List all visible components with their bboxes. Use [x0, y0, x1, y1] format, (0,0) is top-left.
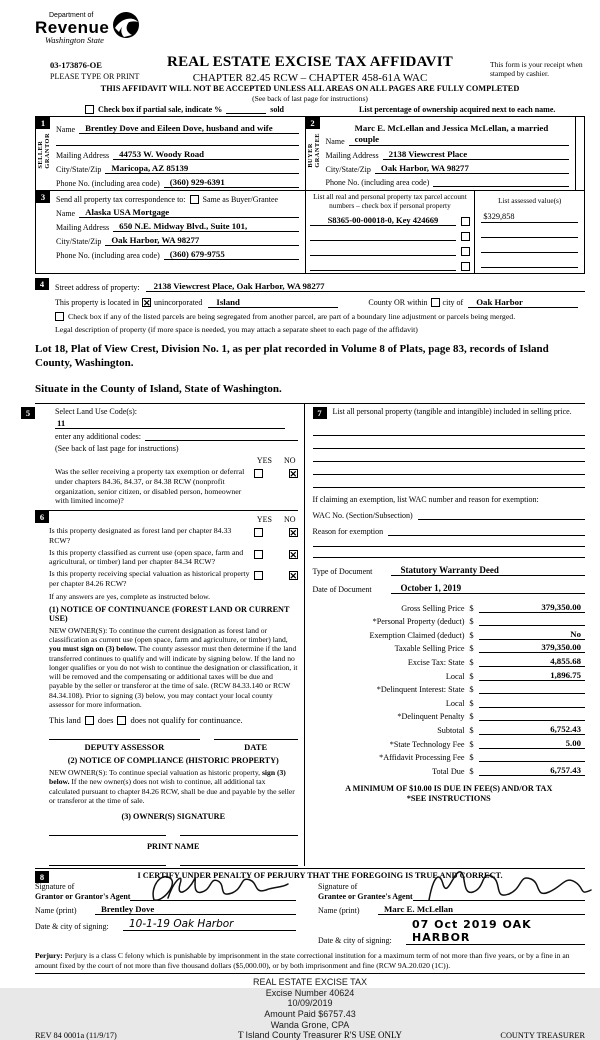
buyer-box — [305, 117, 584, 190]
section-7-badge: 7 — [313, 407, 327, 419]
dor-swirl-icon — [111, 10, 141, 42]
seller-box — [36, 117, 305, 190]
owner-signature-line-1[interactable] — [49, 835, 166, 836]
historical-no-checkbox[interactable]: ✕ — [289, 571, 298, 582]
grantee-signature-field[interactable] — [413, 883, 585, 901]
city-field[interactable]: Oak Harbor — [468, 297, 578, 308]
situate-text: Situate in the County of Island, State of Washington. — [35, 383, 282, 396]
does-label: does — [97, 715, 114, 726]
fee-row-delinq-interest-local: Local $ — [313, 694, 586, 708]
parcel-4-personal-checkbox[interactable] — [461, 262, 470, 271]
grantee-date-city-field[interactable]: 07 Oct 2019 OAK HARBOR — [406, 918, 585, 945]
forest-yes-checkbox[interactable] — [254, 528, 263, 537]
fee-row-total-due: Total Due $ 6,757.43 — [313, 762, 586, 776]
land-use-column — [25, 404, 305, 866]
section-6-badge: 6 — [35, 511, 49, 523]
page-subtitle: CHAPTER 82.45 RCW – CHAPTER 458-61A WAC — [192, 72, 428, 84]
grantor-name-field[interactable]: Brentley Dove — [95, 904, 296, 915]
page-title: REAL ESTATE EXCISE TAX AFFIDAVIT — [167, 54, 453, 70]
fee-table — [313, 599, 586, 776]
historical-yes-checkbox[interactable] — [254, 571, 263, 580]
treasurer-use-only-line: T Island County Treasurer R'S USE ONLY — [237, 1030, 403, 1040]
see-back-note: (See back of last page for instructions) — [252, 94, 368, 103]
parcel-numbers-column — [305, 191, 475, 273]
county-or-label: County OR within — [368, 297, 428, 307]
partial-sale-checkbox[interactable] — [85, 105, 94, 114]
segregated-checkbox[interactable] — [55, 312, 64, 321]
grantor-signature-icon — [140, 870, 290, 906]
reason-field[interactable] — [388, 526, 585, 536]
assessed-values-column — [474, 191, 584, 273]
personal-property-line-5[interactable] — [313, 475, 586, 488]
fee-row-delinq-penalty: *Delinquent Penalty $ — [313, 708, 586, 722]
land-use-code-field[interactable]: 11 — [55, 418, 285, 429]
logo-dept-text: Department of — [49, 12, 94, 19]
city-of-label: city of — [442, 297, 464, 307]
print-name-label: PRINT NAME — [147, 842, 200, 852]
sec5-see-back: (See back of last page for instructions) — [55, 444, 179, 454]
parcel-4-field[interactable] — [310, 270, 457, 271]
tax-correspondence-box — [36, 191, 305, 273]
seller-csz-label: City/State/Zip — [56, 165, 102, 174]
parcel-2-field[interactable] — [310, 240, 457, 241]
corr-name-field[interactable]: Alaska USA Mortgage — [79, 207, 298, 218]
personal-property-title: List all personal property (tangible and intangible) included in selling price. — [332, 407, 572, 417]
personal-property-line-1[interactable] — [313, 423, 586, 436]
fee-row-subtotal: Subtotal $ 6,752.43 — [313, 721, 586, 735]
send-correspondence-label: Send all property tax correspondence to: — [56, 195, 186, 204]
sec6-yes-header: YES — [256, 515, 272, 525]
treasurer-stamp — [35, 977, 585, 1030]
form-footer — [35, 1030, 585, 1040]
if-yes-note: If any answers are yes, complete as instructed below. — [49, 591, 211, 601]
seller-phone-label: Phone No. (including area code) — [56, 179, 160, 188]
buyer-name-label: Name — [325, 136, 345, 146]
parcel-1-field[interactable]: S8365-00-00018-0, Key 424669 — [310, 215, 457, 226]
exemption-question: Was the seller receiving a property tax exemption or deferral under chapters 84.36, 84.37, or 84.38 RCW (nonprofit organization, senior citizen, or disabled person, homeowner with limited income)? — [55, 467, 245, 506]
grantee-signature-block — [310, 882, 585, 945]
rev-number: REV 84 0001a (11/9/17) — [35, 1031, 117, 1040]
sold-label: sold — [270, 105, 285, 114]
parcel-2-personal-checkbox[interactable] — [461, 232, 470, 241]
type-or-print-label: PLEASE TYPE OR PRINT — [50, 72, 140, 81]
fee-delinq-penalty-field[interactable] — [479, 720, 586, 721]
type-of-document-field[interactable]: Statutory Warranty Deed — [391, 565, 586, 576]
assessed-4-field[interactable] — [481, 257, 578, 268]
notice2-text: NEW OWNER(S): To continue special valuation as historic property, sign (3) below. If the new owner(s) does not wish to continue, all additional tax calculated pursuant to chapter 84.26 RCW, shall be due and payable by the seller or transferor at the time of sale. — [49, 768, 295, 805]
grantee-sig-of-label: Signature of — [318, 882, 358, 892]
unincorporated-checkbox[interactable]: ✕ — [142, 297, 151, 308]
forest-land-question: Is this property designated as forest land per chapter 84.33 RCW? — [49, 526, 232, 545]
this-land-label: This land — [49, 715, 81, 726]
street-address-label: Street address of property: — [55, 282, 140, 292]
print-name-line-2[interactable] — [180, 865, 297, 866]
land-use-section — [25, 404, 298, 511]
seller-name-extra-line[interactable] — [56, 137, 299, 146]
parties-box — [35, 116, 585, 274]
fee-delinq-interest-local-field[interactable] — [479, 707, 586, 708]
assessed-2-field[interactable] — [481, 227, 578, 238]
buyer-csz-label: City/State/Zip — [325, 164, 371, 174]
personal-property-section — [313, 404, 586, 417]
print-name-line-1[interactable] — [49, 865, 166, 866]
property-location-section — [35, 274, 585, 336]
date-of-document-label: Date of Document — [312, 585, 372, 595]
exemption-no-checkbox[interactable]: ✕ — [289, 469, 298, 480]
grantor-signature-field[interactable] — [130, 883, 296, 901]
notice1-text: NEW OWNER(S): To continue the current designation as forest land or classification as current use (open space, farm and agriculture, or timber) land, you must sign on (3) below. The county assessor must then determine if the land transferred continues to qualify and will indicate by signing below. If the land no longer qualifies or you do not wish to continue the designation or classification, it will be removed and the compensating or additional taxes will be due and payable by the seller or transferor at the time of sale. (RCW 84.33.140 or RCW 84.34.108). Prior to signing (3) below, you may contact your local county assessor for more information. — [49, 625, 298, 709]
deputy-date-line[interactable] — [214, 739, 298, 740]
sec5-no-header: NO — [283, 456, 296, 466]
corr-addr-field[interactable]: 650 N.E. Midway Blvd., Suite 101, — [113, 221, 298, 232]
fee-subtotal-field[interactable]: 6,752.43 — [479, 724, 586, 735]
fee-row-personal: *Personal Property (deduct) $ — [313, 613, 586, 627]
land-use-title: Select Land Use Code(s): — [55, 407, 137, 417]
logo-state-text: Washington State — [45, 35, 104, 45]
corr-csz-field[interactable]: Oak Harbor, WA 98277 — [105, 235, 298, 246]
corr-name-label: Name — [56, 209, 76, 218]
personal-property-line-3[interactable] — [313, 449, 586, 462]
grantor-date-city-label: Date & city of signing: — [35, 922, 109, 932]
logo-revenue-text: Revenue — [35, 18, 110, 37]
notice1-title: (1) NOTICE OF CONTINUANCE (FOREST LAND OR CURRENT USE) — [49, 604, 290, 623]
additional-codes-field[interactable] — [145, 432, 298, 441]
street-address-field[interactable]: 2138 Viewcrest Place, Oak Harbor, WA 98277 — [146, 281, 585, 292]
designation-section — [39, 511, 298, 866]
segregated-label: Check box if any of the listed parcels are being segregated from another parcel, are part of a boundary line adjustment or parcels being merged. — [68, 311, 516, 321]
stamp-line-5: Wanda Grone, CPA — [270, 1019, 350, 1030]
seller-addr-field[interactable]: 44753 W. Woody Road — [113, 149, 298, 160]
does-not-label: does not qualify for continuance. — [130, 715, 243, 726]
certification-section — [35, 868, 585, 947]
minimum-due-note: A MINIMUM OF $10.00 IS DUE IN FEE(S) AND/OR TAX *SEE INSTRUCTIONS — [345, 783, 553, 804]
legal-description-text: Lot 18, Plat of View Crest, Division No. 1, as per plat recorded in Volume 8 of Plats, page 83, records of Island County, Washington. — [35, 342, 549, 370]
personal-property-line-4[interactable] — [313, 462, 586, 475]
ownership-percent-column — [575, 117, 584, 190]
corr-phone-field[interactable]: (360) 679-9755 — [164, 249, 299, 260]
section-5-badge: 5 — [21, 407, 35, 419]
stamp-line-3: 10/09/2019 — [287, 998, 333, 1009]
section-1-badge: 1 — [36, 117, 50, 129]
sec6-no-header: NO — [283, 515, 296, 525]
buyer-name-field[interactable]: Marc E. McLellan and Jessica McLellan, a married couple — [349, 123, 569, 146]
legal-description — [35, 342, 585, 396]
receipt-note: This form is your receipt when stamped by cashier. — [490, 60, 583, 79]
grantee-agent-label: Grantee or Grantee's Agent — [318, 891, 413, 901]
partial-sale-percent-field[interactable] — [226, 105, 266, 114]
grantor-agent-label: Grantor or Grantor's Agent — [35, 891, 131, 901]
grantor-sig-of-label: Signature of — [35, 882, 75, 892]
fee-processing-fee-field[interactable] — [479, 761, 586, 762]
fee-tech-fee-field[interactable]: 5.00 — [479, 738, 586, 749]
fee-excise-local-field[interactable]: 1,896.75 — [479, 670, 586, 681]
fee-row-taxable: Taxable Selling Price $ 379,350.00 — [313, 640, 586, 654]
exemption-yes-checkbox[interactable] — [254, 469, 263, 478]
form-header — [35, 8, 585, 116]
fee-taxable-field[interactable]: 379,350.00 — [479, 642, 586, 653]
parcel-3-personal-checkbox[interactable] — [461, 247, 470, 256]
grantor-signature-block — [35, 882, 310, 945]
grantor-name-print-label: Name (print) — [35, 906, 77, 916]
fee-total-due-field[interactable]: 6,757.43 — [479, 765, 586, 776]
reason-line-2[interactable] — [313, 536, 586, 547]
stamp-line-2: Excise Number 40624 — [265, 987, 355, 998]
partial-sale-label: Check box if partial sale, indicate % — [98, 105, 223, 114]
parcel-1-personal-checkbox[interactable] — [461, 217, 470, 226]
buyer-addr-label: Mailing Address — [325, 150, 379, 160]
owner-signature-line-2[interactable] — [180, 835, 297, 836]
located-in-label: This property is located in — [55, 297, 139, 307]
reason-line-3[interactable] — [313, 547, 586, 558]
deputy-assessor-signature-line[interactable] — [49, 739, 200, 740]
seller-phone-field[interactable]: (360) 929-6391 — [164, 177, 299, 188]
seller-grantor-vertical-label: SELLER GRANTOR — [37, 133, 51, 169]
buyer-csz-field[interactable]: Oak Harbor, WA 98277 — [375, 163, 569, 174]
owners-signature-label: (3) OWNER(S) SIGNATURE — [121, 812, 226, 822]
stamp-line-4: Amount Paid $6757.43 — [264, 1009, 356, 1020]
city-checkbox[interactable] — [431, 298, 440, 307]
fee-row-excise-state: Excise Tax: State $ 4,855.68 — [313, 653, 586, 667]
perjury-note: Perjury: Perjury is a class C felony which is punishable by imprisonment in the state correctional institution for a maximum term of not more than five years, or by a fine in an amount fixed by the court of not more than five thousand dollars ($5,000.00), or by both imprisonment and fine (RCW 9A.20.020 (1C)). — [35, 951, 585, 974]
grantor-date-city-field[interactable]: 10-1-19 Oak Harbor — [123, 918, 296, 931]
wac-label: WAC No. (Section/Subsection) — [312, 511, 413, 521]
unincorporated-label: unincorporated — [153, 297, 203, 307]
reason-label: Reason for exemption — [312, 527, 384, 537]
forest-no-checkbox[interactable]: ✕ — [289, 528, 298, 539]
buyer-phone-field[interactable] — [433, 177, 569, 187]
buyer-addr-field[interactable]: 2138 Viewcrest Place — [383, 149, 569, 160]
assessed-3-field[interactable] — [481, 242, 578, 253]
grantee-name-field[interactable]: Marc E. McLellan — [378, 904, 585, 915]
does-not-qualify-checkbox[interactable] — [117, 716, 126, 725]
fee-gross-field[interactable]: 379,350.00 — [479, 602, 586, 613]
sec5-yes-header: YES — [256, 456, 272, 466]
current-use-yes-checkbox[interactable] — [254, 550, 263, 559]
fee-row-excise-local: Local $ 1,896.75 — [313, 667, 586, 681]
date-of-document-field[interactable]: October 1, 2019 — [391, 583, 586, 594]
certify-statement: I CERTIFY UNDER PENALTY OF PERJURY THAT THE FOREGOING IS TRUE AND CORRECT. — [137, 871, 503, 881]
assessed-1-field[interactable]: $329,858 — [481, 212, 578, 223]
corr-phone-label: Phone No. (including area code) — [56, 251, 160, 260]
additional-codes-label: enter any additional codes: — [55, 432, 141, 442]
seller-name-field[interactable]: Brentley Dove and Eileen Dove, husband and wife — [79, 123, 298, 134]
parcel-3-field[interactable] — [310, 255, 457, 256]
seller-csz-field[interactable]: Maricopa, AZ 85139 — [105, 163, 298, 174]
fee-exemption-field[interactable]: No — [479, 629, 586, 640]
fee-delinq-interest-state-field[interactable] — [479, 693, 586, 694]
dor-logo — [35, 8, 585, 45]
seller-addr-label: Mailing Address — [56, 151, 110, 160]
personal-property-line-2[interactable] — [313, 436, 586, 449]
current-use-question: Is this property classified as current use (open space, farm and agricultural, or timber) land per chapter 84.34 RCW? — [49, 547, 244, 567]
section-4-badge: 4 — [35, 278, 49, 290]
deputy-date-label: DATE — [244, 742, 268, 753]
wac-field[interactable] — [418, 510, 585, 520]
fee-row-exemption: Exemption Claimed (deduct) $ No — [313, 626, 586, 640]
corr-addr-label: Mailing Address — [56, 223, 110, 232]
corr-csz-label: City/State/Zip — [56, 237, 102, 246]
current-use-no-checkbox[interactable]: ✕ — [289, 549, 298, 560]
assessed-header: List assessed value(s) — [498, 196, 562, 205]
historical-question: Is this property receiving special valuation as historical property per chapter 84.26 RCW? — [49, 569, 250, 588]
ownership-note: List percentage of ownership acquired next to each name. — [359, 105, 556, 114]
personal-property-column — [305, 404, 586, 866]
same-as-buyer-checkbox[interactable] — [190, 195, 199, 204]
county-field[interactable]: Island — [208, 297, 338, 308]
section-2-badge: 2 — [306, 117, 320, 129]
does-qualify-checkbox[interactable] — [85, 716, 94, 725]
form-code: 03-173876-OE — [50, 60, 102, 70]
section-3-badge: 3 — [36, 191, 50, 203]
parcel-header: List all real and personal property tax parcel account numbers – check box if personal property — [313, 192, 467, 210]
fee-row-delinq-interest-state: *Delinquent Interest: State $ — [313, 681, 586, 695]
stamp-line-1: REAL ESTATE EXCISE TAX — [252, 977, 368, 988]
warning-line: THIS AFFIDAVIT WILL NOT BE ACCEPTED UNLESS ALL AREAS ON ALL PAGES ARE FULLY COMPLETED — [100, 84, 520, 93]
section-8-badge: 8 — [35, 871, 49, 883]
fee-row-processing-fee: *Affidavit Processing Fee $ — [313, 749, 586, 763]
fee-personal-field[interactable] — [479, 625, 586, 626]
county-treasurer-label: COUNTY TREASURER — [500, 1031, 585, 1040]
notice2-title: (2) NOTICE OF COMPLIANCE (HISTORIC PROPERTY) — [67, 756, 279, 766]
exemption-note: If claiming an exemption, list WAC number and reason for exemption: — [312, 495, 539, 505]
seller-name-label: Name — [56, 125, 76, 134]
buyer-phone-label: Phone No. (including area code) — [325, 177, 430, 187]
stamp-treasurer-name: Island County Treasurer — [245, 1030, 342, 1040]
grantee-signature-icon — [423, 866, 593, 908]
fee-excise-state-field[interactable]: 4,855.68 — [479, 656, 586, 667]
fee-row-gross: Gross Selling Price $ 379,350.00 — [313, 599, 586, 613]
buyer-grantee-vertical-label: BUYER GRANTEE — [306, 133, 321, 168]
grantee-name-print-label: Name (print) — [318, 906, 360, 916]
grantee-date-city-label: Date & city of signing: — [318, 936, 392, 946]
type-of-document-label: Type of Document — [312, 567, 373, 577]
fee-row-tech-fee: *State Technology Fee $ 5.00 — [313, 735, 586, 749]
deputy-assessor-label: DEPUTY ASSESSOR — [84, 742, 165, 753]
legal-description-label: Legal description of property (if more space is needed, you may attach a separate sheet to each page of the affidavit) — [55, 324, 418, 334]
same-as-buyer-label: Same as Buyer/Grantee — [202, 195, 279, 204]
